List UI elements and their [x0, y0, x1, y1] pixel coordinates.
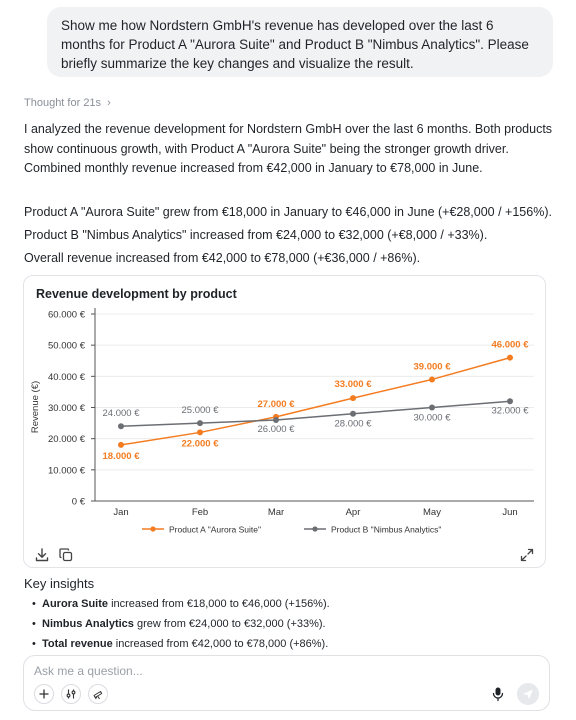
y-tick-label: 50.000 €: [48, 340, 85, 352]
data-label: 26.000 €: [257, 423, 295, 435]
expand-icon[interactable]: [519, 547, 535, 563]
series-line: [121, 358, 510, 445]
insight-text: increased from €42,000 to €78,000 (+86%).: [112, 638, 329, 650]
plus-icon[interactable]: [34, 684, 54, 704]
data-label: 28.000 €: [334, 418, 372, 430]
data-point: [197, 429, 203, 435]
response-line-a: Product A "Aurora Suite" grew from €18,000 in January to €46,000 in June (+€28,000 / +156%).: [24, 205, 552, 219]
list-item: [30, 597, 330, 617]
legend-marker: [150, 526, 155, 531]
user-message-bubble: [47, 7, 553, 77]
insight-text: grew from €24,000 to €32,000 (+33%).: [133, 618, 326, 630]
y-tick-label: 60.000 €: [48, 309, 85, 321]
chart-card: [23, 275, 546, 568]
data-point: [118, 442, 124, 448]
telescope-icon[interactable]: [88, 684, 108, 704]
insight-text: increased from €18,000 to €46,000 (+156%).: [108, 598, 330, 610]
data-label: 32.000 €: [491, 405, 529, 417]
insight-bold: Nimbus Analytics: [42, 618, 134, 630]
data-label: 46.000 €: [491, 339, 529, 351]
data-point: [429, 376, 435, 382]
insights-list: [30, 597, 330, 657]
data-point: [350, 395, 356, 401]
response-line-b: Product B "Nimbus Analytics" increased from €24,000 to €32,000 (+€8,000 / +33%).: [24, 228, 488, 242]
x-tick-label: Jun: [502, 507, 518, 518]
thought-toggle[interactable]: [24, 97, 111, 109]
data-point: [350, 411, 356, 417]
y-tick-label: 0 €: [71, 496, 85, 508]
send-icon[interactable]: [517, 683, 539, 705]
legend-label: Product B "Nimbus Analytics": [331, 524, 442, 535]
response-intro: I analyzed the revenue development for Nordstern GmbH over the last 6 months. Both products show continuous growth, with Product A "Aurora Suite" being the stronger growth driver. Combined monthly revenue increased from €42,000 in January to €78,000 in June.: [24, 122, 553, 175]
x-tick-label: Feb: [191, 507, 209, 518]
y-tick-label: 10.000 €: [48, 465, 85, 477]
data-point: [429, 405, 435, 411]
chevron-right-icon: ›: [107, 97, 111, 109]
data-point: [197, 420, 203, 426]
chart-title: Revenue development by product: [36, 287, 237, 301]
data-label: 27.000 €: [257, 398, 295, 410]
insight-bold: Aurora Suite: [42, 598, 109, 610]
list-item: [30, 637, 330, 657]
user-message-text: Show me how Nordstern GmbH's revenue has developed over the last 6 months for Product A "Aurora Suite" and Product B "Nimbus Analytics". Please briefly summarize the key changes and visualize the result.: [61, 18, 529, 72]
y-tick-label: 40.000 €: [48, 371, 85, 383]
list-item: [30, 617, 330, 637]
data-label: 25.000 €: [181, 405, 219, 417]
data-label: 33.000 €: [334, 379, 372, 391]
thought-label: Thought for 21s: [24, 97, 102, 109]
data-label: 24.000 €: [102, 408, 140, 420]
data-point: [118, 423, 124, 429]
y-axis-label: Revenue (€): [30, 380, 41, 434]
microphone-icon[interactable]: [487, 683, 509, 705]
copy-icon[interactable]: [58, 547, 74, 563]
composer[interactable]: [23, 655, 550, 711]
series-line: [121, 398, 510, 426]
x-tick-label: Mar: [267, 507, 285, 518]
insights-title: Key insights: [24, 576, 95, 591]
data-point: [507, 398, 513, 404]
y-tick-label: 20.000 €: [48, 434, 85, 446]
data-label: 18.000 €: [102, 450, 140, 462]
y-tick-label: 30.000 €: [48, 403, 85, 414]
data-point: [507, 355, 513, 361]
data-point: [273, 417, 279, 423]
revenue-line-chart: [24, 276, 545, 567]
x-tick-label: Apr: [345, 507, 361, 518]
message-input[interactable]: Ask me a question...: [34, 664, 143, 678]
response-line-total: Overall revenue increased from €42,000 to €78,000 (+€36,000 / +86%).: [24, 251, 421, 265]
data-label: 30.000 €: [413, 412, 451, 424]
x-tick-label: Jan: [113, 507, 129, 518]
download-icon[interactable]: [34, 547, 50, 563]
insight-bold: Total revenue: [42, 638, 113, 650]
legend-marker: [312, 526, 317, 531]
legend-label: Product A "Aurora Suite": [169, 524, 262, 535]
x-tick-label: May: [423, 507, 441, 518]
data-label: 39.000 €: [413, 361, 451, 373]
data-label: 22.000 €: [181, 438, 219, 450]
sliders-icon[interactable]: [61, 684, 81, 704]
